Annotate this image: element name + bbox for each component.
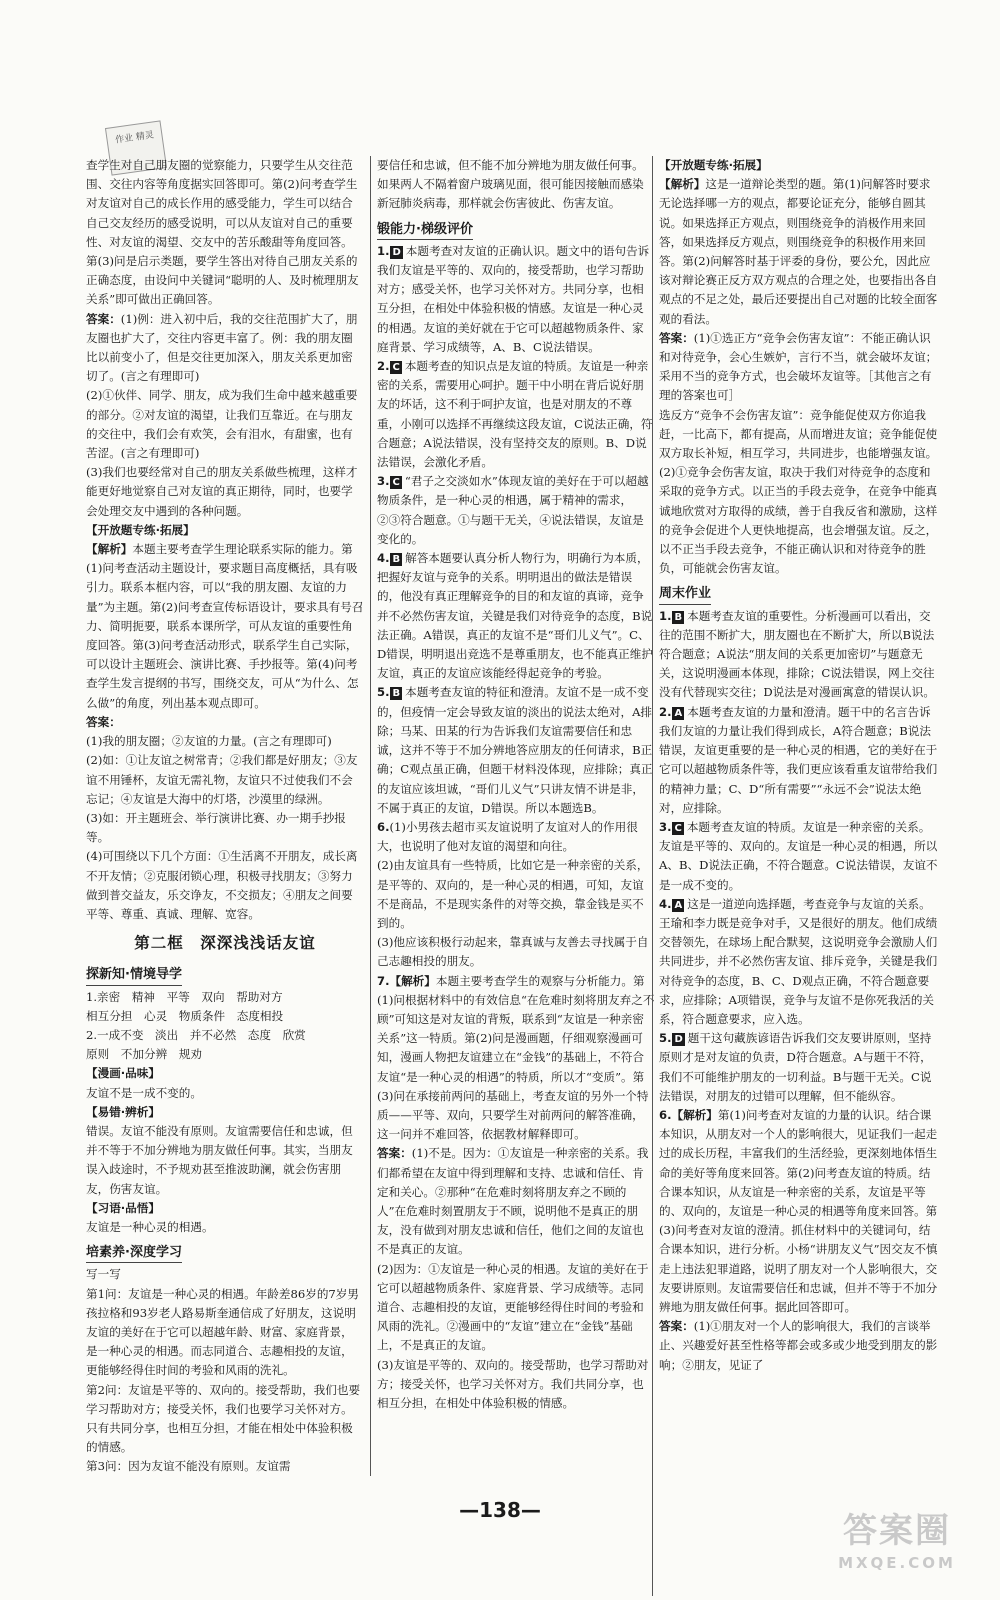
answer-choice: B	[674, 611, 683, 623]
question-number: 6.	[377, 819, 390, 834]
answer-text: (3)友谊是平等的、双向的。接受帮助，也学习帮助对方；接受关怀，也学习关怀对方。我们共同分享，也相互分担，在相处中体验积极的情感。	[377, 1357, 649, 1410]
answer-label: 答案：	[659, 1319, 694, 1334]
question-number: 1.	[659, 608, 672, 623]
section-tag: 【开放题专练·拓展】	[659, 158, 768, 172]
question-explanation: 本题考查友谊的特征和澄清。友谊不是一成不变的，但疫情一定会导致友谊的淡出的说法太绝对，A排除；马某、田某的行为告诉我们友谊需要信任和忠诚，这并不等于不加分辨地答应朋友的任何请求，B正确；C观点虽正确，但题干材料没体现，应排除；真正的友谊应该坦诚，“哥们儿义气”只讲友情不讲是非，不属于真正的友谊，D错误。所以本题选B。	[377, 685, 653, 815]
section-tag: 【习语·品悟】	[86, 1200, 160, 1215]
section-tag: 【易错·辨析】	[86, 1104, 160, 1119]
question-explanation: 本题考查友谊的特质。友谊是一种亲密的关系。友谊是平等的、双向的。友谊是一种心灵的相遇，所以A、B、D说法正确，不符合题意。C说法错误，友谊不是一成不变的。	[659, 819, 938, 892]
answer-text: (1)①选正方“竞争会伤害友谊”：不能正确认识和对待竞争，会心生嫉妒，言行不当，就会破坏友谊；采用不当的竞争方式，也会破坏友谊等。［其他言之有理的答案也可］	[659, 330, 938, 403]
analysis-text: 第(1)问考查对友谊的力量的认识。结合课本知识，从朋友对一个人的影响很大，见证我们一起走过的成长历程，丰富我们的生活经验，更深刻地体悟生命的美好等角度来回答。第(2)问考查友谊的特质。结合课本知识，从友谊是一种亲密的关系，友谊是平等的、双向的，友谊是一种心灵的相遇等角度来回答。第(3)问考查对友谊的澄清。抓住材料中的关键词句，结合课本知识，进行分析。小杨“讲朋友义气”因交友不慎走上违法犯罪道路，说明了朋友对一个人影响很大，交友要讲原则。友谊需要信任和忠诚，但并不等于不加分辨地为朋友做任何事。据此回答即可。	[659, 1107, 938, 1314]
question-number: 5.	[659, 1031, 672, 1046]
answer-label: 答案：	[86, 714, 121, 729]
analysis-text: 本题主要考查学生理论联系实际的能力。第(1)问考查活动主题设计，要求题目高度概括，具有吸引力。联系本框内容，可以“我的朋友圈、友谊的力量”为主题。第(2)问考查宣传标语设计，要求具有号召力、简明扼要，联系本课所学，可从友谊的重要性角度回答。第(3)问考查活动形式，联系学生自己实际，可以设计主题班会、演讲比赛、手抄报等。第(4)问考查学生发言提纲的书写，围绕交友，可从“为什么、怎么做”的角度，列出基本观点即可。	[86, 542, 364, 710]
answer-choice: A	[674, 707, 683, 719]
paragraph: 友谊是一种心灵的相遇。	[86, 1219, 214, 1234]
answer-text: (1)我的朋友圈；②友谊的力量。(言之有理即可)	[86, 734, 332, 749]
answer-text: (1)不是。因为：①友谊是一种亲密的关系。我们都希望在友谊中得到理解和支持、忠诚和信任、肯定和关心。②那种“在危难时刻将朋友弃之不顾的人”在危难时刻置朋友于不顾，说明他不是真正的朋友，没有做到对朋友忠诚和信任，他们之间的友谊也不是真正的友谊。	[377, 1146, 649, 1257]
paragraph: 第1问：友谊是一种心灵的相遇。年龄差86岁的7岁男孩拉格和93岁老人路易斯奎通信成了好朋友，这说明友谊的美好在于它可以超越年龄、财富、家庭背景，是一种心灵的相遇。而志同道合、志趣相投的友谊，更能够经得住时间的考验和风雨的洗礼。	[86, 1286, 359, 1378]
analysis-text: 本题主要考查学生的观察与分析能力。第(1)问根据材料中的有效信息“在危难时刻将朋友弃之不顾”可知这是对友谊的背叛，联系到“友谊是一种亲密关系”这一特质。第(2)问是漫画题，仔细观察漫画可知，漫画人物把友谊建立在“金钱”的基础上，不符合友谊“是一种心灵的相遇”的特质，所以才“变质”。第(3)问在承接前两问的基础上，考查友谊的另外一个特质——平等、双向，只要学生对前两问的解答准确，这一问并不难回答，依据教材解释即可。	[377, 973, 655, 1142]
analysis-label: 【解析】	[659, 177, 706, 192]
column-left	[86, 156, 364, 1574]
question-explanation: 本题考查对友谊的正确认识。题文中的语句告诉我们友谊是平等的、双向的，接受帮助，也学习帮助对方；感受关怀，也学习关怀对方。共同分享，也相互分担，在相处中体验积极的情感。友谊是一种心灵的相遇。友谊的美好就在于它可以超越物质条件、家庭背景、学习成绩等，A、B、C说法错误。	[377, 243, 650, 354]
paragraph: 第2问：友谊是平等的、双向的。接受帮助，我们也要学习帮助对方；接受关怀，我们也要学习关怀对方。只有共同分享，也相互分担，才能在相处中体验积极的情感。	[86, 1382, 361, 1455]
paragraph: 要信任和忠诚，但不能不加分辨地为朋友做任何事。如果两人不隔着窗户玻璃见面，很可能因接触而感染新冠肺炎病毒，那样就会伤害彼此、伤害友谊。	[377, 158, 644, 211]
question-explanation: “君子之交淡如水”体现友谊的美好在于可以超越物质条件，是一种心灵的相遇，属于精神的需求，②③符合题意。①与题干无关，④说法错误，友谊是变化的。	[377, 474, 649, 546]
question-number: 3.	[659, 819, 672, 834]
answer-choice: D	[674, 1034, 683, 1046]
question-number: 4.	[377, 551, 390, 566]
paragraph: 错误。友谊不能没有原则。友谊需要信任和忠诚，但并不等于不加分辨地为朋友做任何事。其实，当朋友误入歧途时，不予规劝甚至推波助澜，就会伤害朋友，伤害友谊。	[86, 1123, 353, 1196]
section-heading: 锻能力·梯级评价	[377, 220, 473, 240]
question-explanation: 解答本题要认真分析人物行为，明确行为本质，把握好友谊与竞争的关系。明明退出的做法是错误的，他没有真正理解竞争的目的和友谊的真谛，竞争并不必然伤害友谊，关键是我们对待竞争的态度，B说法正确。A错误，真正的友谊不是“哥们儿义气”。C、D错误，明明退出竞选不是尊重朋友，也不能真正维护友谊，真正的友谊应该能经得起竞争的考验。	[377, 551, 653, 681]
analysis-label: 【解析】	[389, 973, 436, 988]
question-number: 1.	[377, 243, 390, 258]
column-right	[652, 156, 939, 1596]
section-heading: 探新知·情境导学	[86, 965, 182, 985]
question-number: 7.	[377, 973, 390, 988]
answer-text: (3)他应该积极行动起来，靠真诚与友善去寻找属于自己志趣相投的朋友。	[377, 935, 649, 969]
section-tag: 【开放题专练·拓展】	[86, 522, 195, 537]
paragraph: 查学生对自己朋友圈的觉察能力，只要学生从交往范围、交往内容等角度据实回答即可。第(2)问考查学生对友谊对自己的成长作用的感受能力，学生可以结合自己交友经历的感受说明，可以从友谊对自己的重要性、对友谊的渴望、交友中的苦乐酸甜等角度回答。第(3)问是启示类题，要学生答出对待自己朋友关系的正确态度，由设问中关键词“聪明的人、及时梳理朋友关系”即可做出正确回答。	[86, 158, 359, 307]
question-number: 6.	[659, 1107, 672, 1122]
subheading: 写一写	[86, 1267, 121, 1282]
homework-stamp: 作业 精灵	[105, 120, 167, 175]
answer-text: (3)我们也要经常对自己的朋友关系做些梳理，这样才能更好地觉察自己对友谊的真正期待，同时，也要学会处理交友中遇到的各种问题。	[86, 465, 358, 518]
answer-text: 选反方“竞争不会伤害友谊”：竞争能促使双方你追我赶，一比高下，都有提高，从而增进友谊；竞争能促使双方取长补短，相互学习，共同进步，也能增强友谊。	[659, 407, 938, 461]
answer-choice: C	[392, 477, 400, 489]
answer-text: (2)①竞争会伤害友谊，取决于我们对待竞争的态度和采取的竞争方式。以正当的手段去竞争，在竞争中能真诚地欣赏对方取得的成绩，善于自我反省和激励，这样的竞争会促进个人更快地提高，也会增强友谊。反之，以不正当手段去竞争，不能正确认识和对待竞争的胜负，可能就会伤害友谊。	[659, 465, 938, 576]
fill-answers: 1.亲密 精神 平等 双向 帮助对方 相互分担 心灵 物质条件 态度相投 2.一成不变 淡出 并不必然 态度 欣赏 原则 不加分辨 规劝	[86, 989, 306, 1062]
answer-text: (2)由友谊具有一些特质，比如它是一种亲密的关系，是平等的、双向的，是一种心灵的相遇，可知，友谊不是商品，不是现实条件的对等交换，靠金钱是买不到的。	[377, 858, 649, 930]
analysis-label: 【解析】	[671, 1107, 718, 1122]
answer-text: (2)如：①让友谊之树常青；②我们都是好朋友；③友谊不用锤杯，友谊无需礼物，友谊只不过使我们不会忘记；④友谊是大海中的灯塔，沙漠里的绿洲。	[86, 753, 358, 806]
answer-choice: C	[674, 822, 682, 834]
analysis-text: 这是一道辩论类型的题。第(1)问解答时要求无论选择哪一方的观点，都要论证充分，能够自圆其说。如果选择正方观点，则围绕竞争的消极作用来回答，如果选择反方观点，则围绕竞争的积极作用来回答。第(2)问解答时基于评委的身份，要公允，因此应该对辩论赛正反方双方观点的合理之处，也要指出各自观点的不足之处，最后还要提出自己对题的比较全面客观的看法。	[659, 177, 938, 326]
answer-label: 答案：	[86, 311, 121, 326]
question-explanation: 本题考查的知识点是友谊的特质。友谊是一种亲密的关系，需要用心呵护。题干中小明在背后说好朋友的坏话，这不利于呵护友谊，也是对朋友的不尊重，小刚可以选择不再继续这段友谊，C说法正确，符合题意；A说法错误，没有坚持交友的原则。B、D说法错误，会激化矛盾。	[377, 359, 653, 470]
question-explanation: 本题考查友谊的力量和澄清。题干中的名言告诉我们友谊的力量让我们得到成长，A符合题意；B说法错误，友谊更重要的是一种心灵的相遇，它的美好在于它可以超越物质条件等，我们更应该看重友谊带给我们的精神力量；C、D“所有需要”“永远不会”说法太绝对，应排除。	[659, 704, 938, 815]
question-explanation: 题干这句藏族谚语告诉我们交友要讲原则，坚持原则才是对友谊的负责，D符合题意。A与题干不符，我们不可能维护朋友的一切利益。B与题干无关。C说法错误，对朋友的过错可以理解，但不能纵容。	[659, 1031, 932, 1103]
question-number: 5.	[377, 685, 390, 700]
section-tag: 【漫画·品味】	[86, 1066, 160, 1081]
question-explanation: 本题考查友谊的重要性。分析漫画可以看出，交往的范围不断扩大，朋友圈也在不断扩大，所以B说法符合题意；A说法“朋友间的关系更加密切”与题意无关，这说明漫画本体现，排除；C说法错误，网上交往没有代替现实交往；D说法是对漫画寓意的错误认识。	[659, 608, 935, 700]
answer-choice: A	[674, 899, 683, 911]
watermark-url: MXQE.COM	[838, 1554, 956, 1572]
answer-text: (1)①朋友对一个人的影响很大，我们的言谈举止、兴趣爱好甚至性格等都会或多或少地受到朋友的影响；②朋友，见证了	[659, 1319, 938, 1372]
watermark-logo	[812, 1508, 982, 1588]
answer-text: (1)小男孩去超市买友谊说明了友谊对人的作用很大，也说明了他对友谊的渴望和向往。	[377, 819, 638, 854]
watermark-text: 答案圈	[843, 1511, 951, 1551]
answer-label: 答案：	[377, 1146, 412, 1161]
column-middle	[370, 156, 655, 1476]
answer-choice: C	[392, 362, 400, 374]
question-number: 3.	[377, 474, 390, 489]
analysis-label: 【解析】	[86, 542, 133, 557]
answer-text: (1)例：进入初中后，我的交往范围扩大了，朋友圈也扩大了，交往内容更丰富了。例：我的朋友圈比以前变小了，但是交往更加深入，朋友关系更加密切了。(言之有理即可)	[86, 311, 358, 384]
lesson-title: 第二框 深深浅浅话友谊	[134, 934, 316, 953]
answer-choice: D	[392, 246, 401, 258]
answer-text: (4)可围绕以下几个方面：①生活离不开朋友，成长离不开友情；②克服闭锁心理，积极寻找朋友；③努力做到普交益友，乐交诤友，不交损友；④朋友之间要平等、尊重、真诚、理解、宽容。	[86, 849, 358, 921]
page-number: —138—	[459, 1498, 541, 1522]
answer-text: (3)如：开主题班会、举行演讲比赛、办一期手抄报等。	[86, 810, 346, 845]
section-heading: 培素养·深度学习	[86, 1243, 182, 1263]
answer-text: (2)①伙伴、同学、朋友，成为我们生命中越来越重要的部分。②对友谊的渴望，让我们互靠近。在与朋友的交往中，我们会有欢笑，会有泪水，有甜蜜，也有苦涩。(言之有理即可)	[86, 388, 358, 461]
paragraph: 第3问：因为友谊不能没有原则。友谊需	[86, 1459, 291, 1474]
answer-choice: B	[392, 554, 401, 566]
answer-text: (2)因为：①友谊是一种心灵的相遇。友谊的美好在于它可以超越物质条件、家庭背景、学习成绩等。志同道合、志趣相投的友谊，更能够经得住时间的考验和风雨的洗礼。②漫画中的“友谊”建立在“金钱”基础上，不是真正的友谊。	[377, 1261, 649, 1353]
section-heading: 周末作业	[659, 584, 711, 604]
answer-choice: B	[392, 688, 401, 700]
question-number: 4.	[659, 896, 672, 911]
answer-label: 答案：	[659, 330, 694, 345]
question-number: 2.	[377, 359, 390, 374]
question-explanation: 这是一道逆向选择题，考查竞争与友谊的关系。王瑜和李力既是竞争对手，又是很好的朋友。他们成绩交替领先，在球场上配合默契，这说明竞争会激励人们共同进步，并不必然伤害友谊、排斥竞争，关键是我们对待竞争的态度，B、C、D观点正确，不符合题意要求，应排除；A项错误，竞争与友谊不是你死我活的关系，符合题意要求，应入选。	[659, 896, 938, 1026]
paragraph: 友谊不是一成不变的。	[86, 1085, 202, 1100]
question-number: 2.	[659, 704, 672, 719]
